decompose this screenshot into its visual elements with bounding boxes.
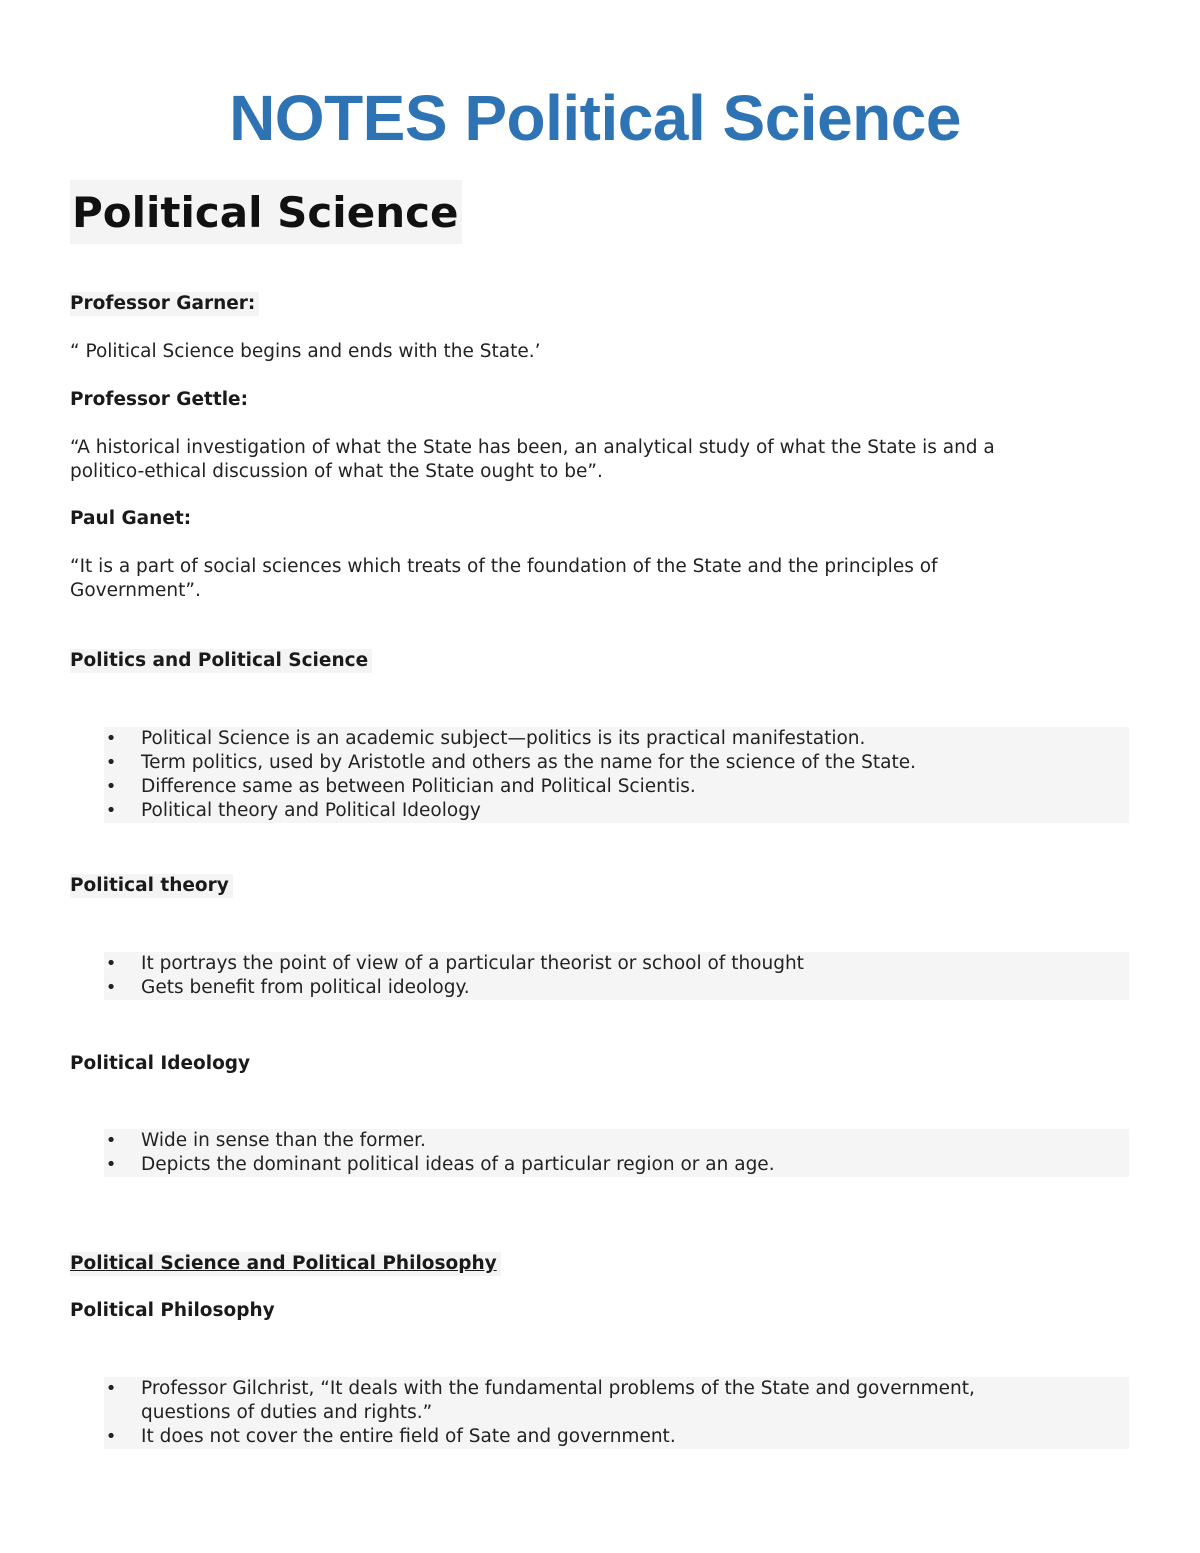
bullet-icon: • [105,1378,117,1399]
list-item: • Wide in sense than the former. [105,1130,426,1151]
list-item: • Depicts the dominant political ideas of a particular region or an age. [105,1154,775,1175]
main-heading: Political Science [70,180,462,244]
definition-quote-garner: “ Political Science begins and ends with the State.’ [70,341,541,362]
politics-section-heading: Politics and Political Science [70,649,372,673]
bullet-icon: • [105,776,117,797]
list-item: • Difference same as between Politician and Political Scientis. [105,776,696,797]
list-item: • It does not cover the entire field of Sate and government. [105,1426,676,1447]
theory-bullet-list [104,952,1129,1000]
list-item: • Professor Gilchrist, “It deals with the fundamental problems of the State and government, questions of duties and rights.” [105,1378,975,1423]
philosophy-bullet-list [104,1377,1129,1449]
philosophy-subheading: Political Philosophy [70,1300,275,1321]
bullet-icon: • [105,1154,117,1175]
bullet-icon: • [105,800,117,821]
list-item: • Political Science is an academic subject—politics is its practical manifestation. [105,728,866,749]
politics-bullet-list [104,727,1129,823]
definition-quote-ganet: “It is a part of social sciences which treats of the foundation of the State and the principles of Government”. [70,556,938,601]
document-title: NOTES Political Science [229,82,961,154]
bullet-icon: • [105,977,117,998]
bullet-icon: • [105,728,117,749]
bullet-icon: • [105,1130,117,1151]
ideology-section-heading: Political Ideology [70,1053,251,1074]
definition-author-garner: Professor Garner: [70,292,259,316]
ideology-bullet-list [104,1129,1129,1177]
bullet-icon: • [105,1426,117,1447]
definition-author-gettle: Professor Gettle: [70,389,248,410]
list-item: • Political theory and Political Ideology [105,800,481,821]
list-item: • It portrays the point of view of a particular theorist or school of thought [105,953,804,974]
definition-author-ganet: Paul Ganet: [70,508,192,529]
bullet-icon: • [105,953,117,974]
theory-section-heading: Political theory [70,874,233,898]
list-item: • Term politics, used by Aristotle and others as the name for the science of the State. [105,752,917,773]
definition-quote-gettle: “A historical investigation of what the State has been, an analytical study of what the State is and a politico-ethical discussion of what the State ought to be”. [70,437,995,482]
bullet-icon: • [105,752,117,773]
philosophy-section-heading: Political Science and Political Philosophy [70,1252,501,1276]
list-item: • Gets benefit from political ideology. [105,977,470,998]
